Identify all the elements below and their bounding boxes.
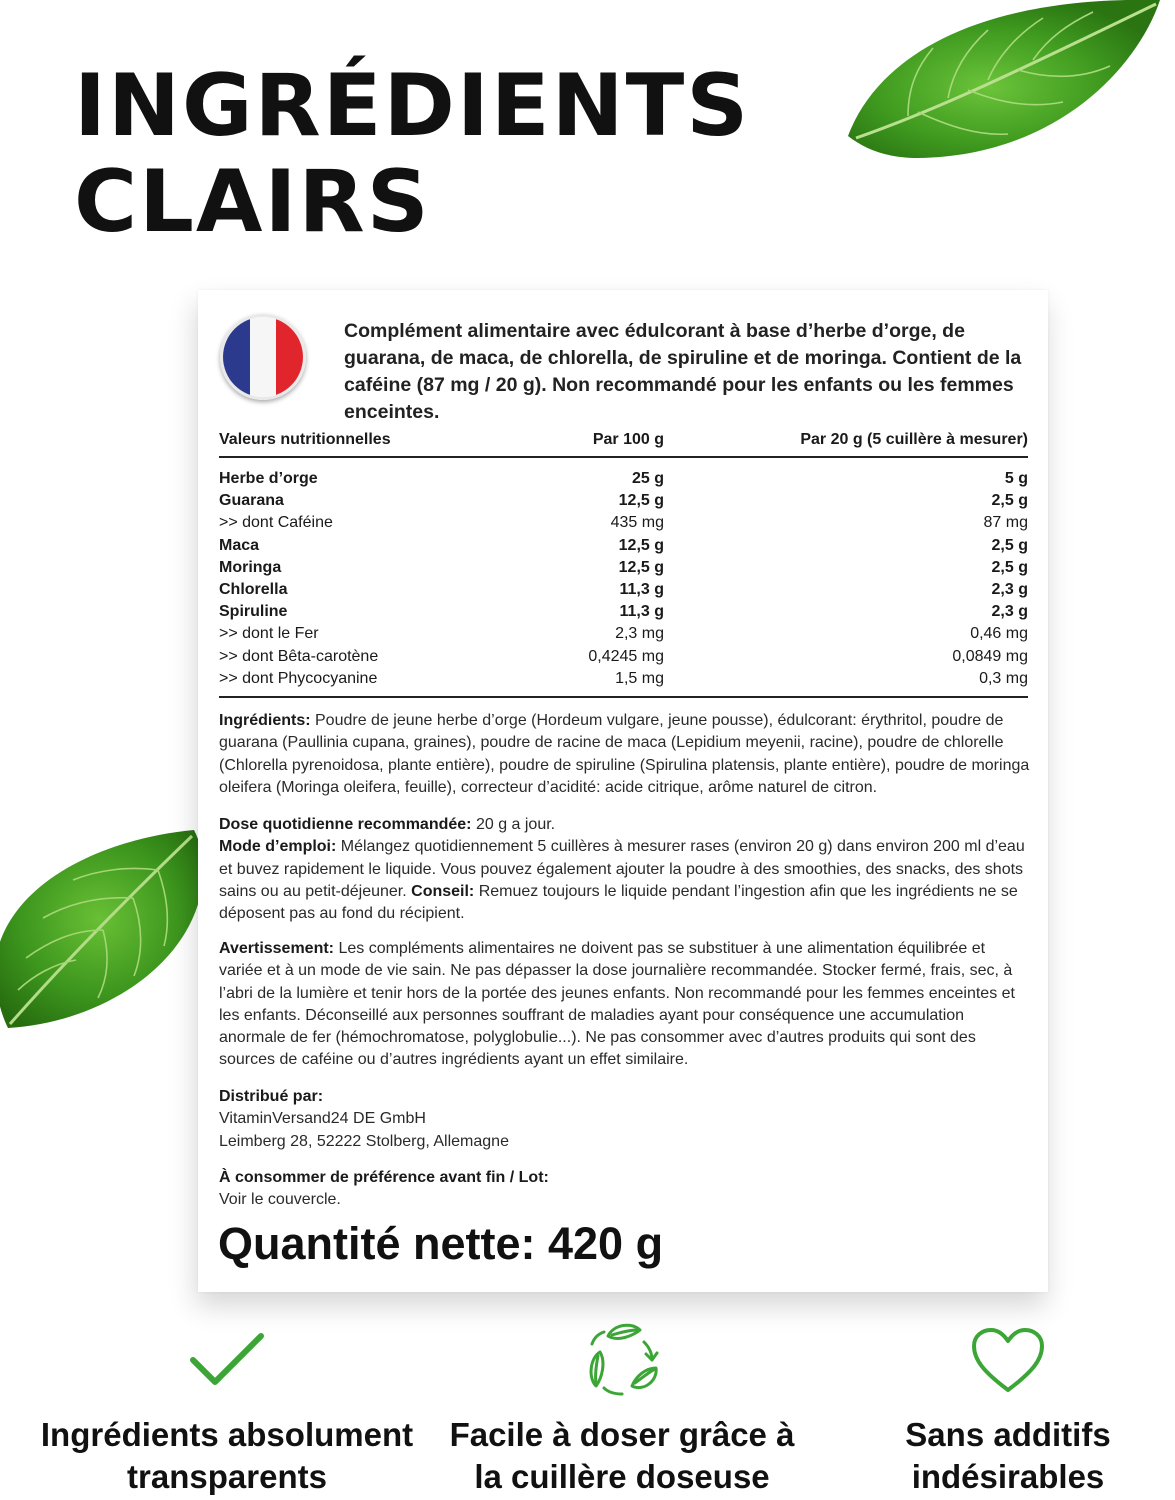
best-before-block [219,1167,1031,1212]
feature-label-line2: la cuillère doseuse [474,1458,770,1495]
cell-nutrient: Moringa [219,558,282,576]
header-per-20g: Par 20 g (5 cuillère à mesurer) [800,431,1028,448]
table-row [219,512,1028,534]
nutrition-table-header [219,424,1028,458]
nutrition-table [219,424,1028,698]
ingredients-label: Ingrédients: [219,712,311,729]
ingredients-text: Poudre de jeune herbe d’orge (Hordeum vulgare, jeune pousse), édulcorant: érythritol, poudre de guarana (Paullinia cupana, graines), poudre de racine de maca (Lepidium meyenii, racine), poudre de chlorelle (Chlorella pyrenoidosa, plante entière), poudre de spiruline (Spirulina platensis, plante entière), poudre de moringa oleifera (Moringa oleifera, feuille), correcteur d’acidité: acide citrique, arôme naturel de citron. [219,712,1030,796]
table-row [219,579,1028,601]
dose-label: Dose quotidienne recommandée: [219,816,472,833]
mode-label: Mode d’emploi: [219,838,337,856]
ingredients-paragraph [219,710,1031,799]
feature-label-line2: transparents [127,1458,327,1495]
warning-text: Les compléments alimentaires ne doivent pas se substituer à une alimentation équilibrée et variée et à un mode de vie sain. Ne pas dépasser la dose journalière recommandée. Stocker fermé, frais, sec, à l’abri de la lumière et tenir hors de la portée des jeunes enfants. Non recommandé pour les femmes enceintes et les enfants. Déconseillé aux personnes souffrant de maladies ayant pour conséquence une accumulation anormale de fer (hémochromatose, polyglobulie...). Ne pas consommer avec d’autres produits qui sont des sources de caféine ou d’autres ingrédients ayant un effet similaire. [219,940,1015,1069]
feature-label-line1: Facile à doser grâce à [449,1416,795,1453]
table-row [219,535,1028,557]
france-flag-icon [220,314,306,400]
table-row [219,601,1028,623]
cell-per-20g: 2,5 g [991,492,1028,510]
recycle-leaves-icon [582,1320,662,1400]
cell-nutrient: >> dont le Fer [219,625,319,643]
cell-per-100g: 2,3 mg [615,625,664,643]
product-label-card [198,290,1048,1292]
cell-nutrient: Guarana [219,492,284,510]
warning-label: Avertissement: [219,940,335,957]
table-row [219,557,1028,579]
cell-nutrient: Herbe d’orge [219,470,318,488]
leaf-left-image [0,818,208,1034]
cell-per-20g: 87 mg [983,514,1028,532]
cell-per-100g: 435 mg [610,514,664,532]
header-nutrient: Valeurs nutritionnelles [219,431,391,448]
cell-per-100g: 11,3 g [619,603,664,621]
cell-nutrient: >> dont Phycocyanine [219,669,378,687]
feature-label-line1: Sans additifs [905,1416,1111,1453]
cell-nutrient: >> dont Caféine [219,514,333,532]
cell-per-100g: 12,5 g [618,492,664,510]
cell-per-20g: 0,3 mg [979,669,1028,687]
table-row [219,490,1028,512]
table-row [219,646,1028,668]
checkmark-icon [187,1330,267,1390]
leaf-top-right-image [838,0,1168,166]
feature-transparent [32,1320,422,1498]
intro-text: Complément alimentaire avec édulcorant à base d’herbe d’orge, de guarana, de maca, de chlorella, de spiruline et de moringa. Contient de la caféine (87 mg / 20 g). Non recommandé pour les enfants ou les femmes enceintes. [344,320,1022,423]
table-row [219,668,1028,690]
feature-easy-dosing [427,1320,817,1498]
feature-no-additives [813,1320,1175,1498]
table-row [219,623,1028,645]
cell-per-20g: 5 g [1004,470,1028,488]
dosage-paragraph [219,814,1031,925]
header-per-100g: Par 100 g [592,431,664,448]
mode-text: Mélangez quotidiennement 5 cuillères à mesurer rases (environ 20 g) dans environ 200 ml d’eau et buvez rapidement le liquide. Vous pouvez également ajouter la poudre à des smoothies, des snacks, des shots sains ou au petit-déjeuner. [219,838,1025,900]
page-title-line2: CLAIRS [74,152,431,252]
cell-per-100g: 12,5 g [618,558,664,576]
cell-per-100g: 12,5 g [618,536,664,554]
tip-label: Conseil: [411,882,475,900]
net-quantity: Quantité nette: 420 g [218,1218,664,1269]
cell-per-20g: 0,46 mg [970,625,1028,643]
cell-nutrient: Chlorella [219,581,288,599]
feature-label-line1: Ingrédients absolument [40,1416,414,1453]
cell-per-20g: 2,5 g [991,558,1028,576]
cell-nutrient: Maca [219,536,260,554]
cell-per-100g: 0,4245 mg [588,647,664,665]
distributor-label: Distribué par: [219,1088,324,1105]
distributor-address: Leimberg 28, 52222 Stolberg, Allemagne [219,1132,509,1150]
best-before-label: À consommer de préférence avant fin / Lot: [219,1169,549,1186]
feature-label-line2: indésirables [911,1458,1105,1495]
dose-text: 20 g a jour. [471,816,556,833]
page-title-line1: INGRÉDIENTS [74,56,751,156]
distributor-company: VitaminVersand24 DE GmbH [219,1110,426,1128]
cell-per-20g: 2,3 g [991,581,1028,599]
best-before-text: Voir le couvercle. [219,1191,341,1209]
heart-icon [970,1326,1046,1394]
cell-per-100g: 1,5 mg [615,669,664,687]
cell-nutrient: Spiruline [219,603,288,621]
distributor-block [219,1086,1031,1153]
cell-per-20g: 0,0849 mg [952,647,1028,665]
cell-per-20g: 2,5 g [991,536,1028,554]
warning-paragraph [219,938,1031,1072]
table-row [219,468,1028,490]
cell-per-100g: 11,3 g [619,581,664,599]
table-divider [219,696,1028,698]
cell-nutrient: >> dont Bêta-carotène [219,647,379,665]
page-title [74,58,750,250]
cell-per-100g: 25 g [631,470,664,488]
tip-text: Remuez toujours le liquide pendant l’ingestion afin que les ingrédients ne se déposent pas au fond du récipient. [219,882,1018,923]
cell-per-20g: 2,3 g [991,603,1028,621]
